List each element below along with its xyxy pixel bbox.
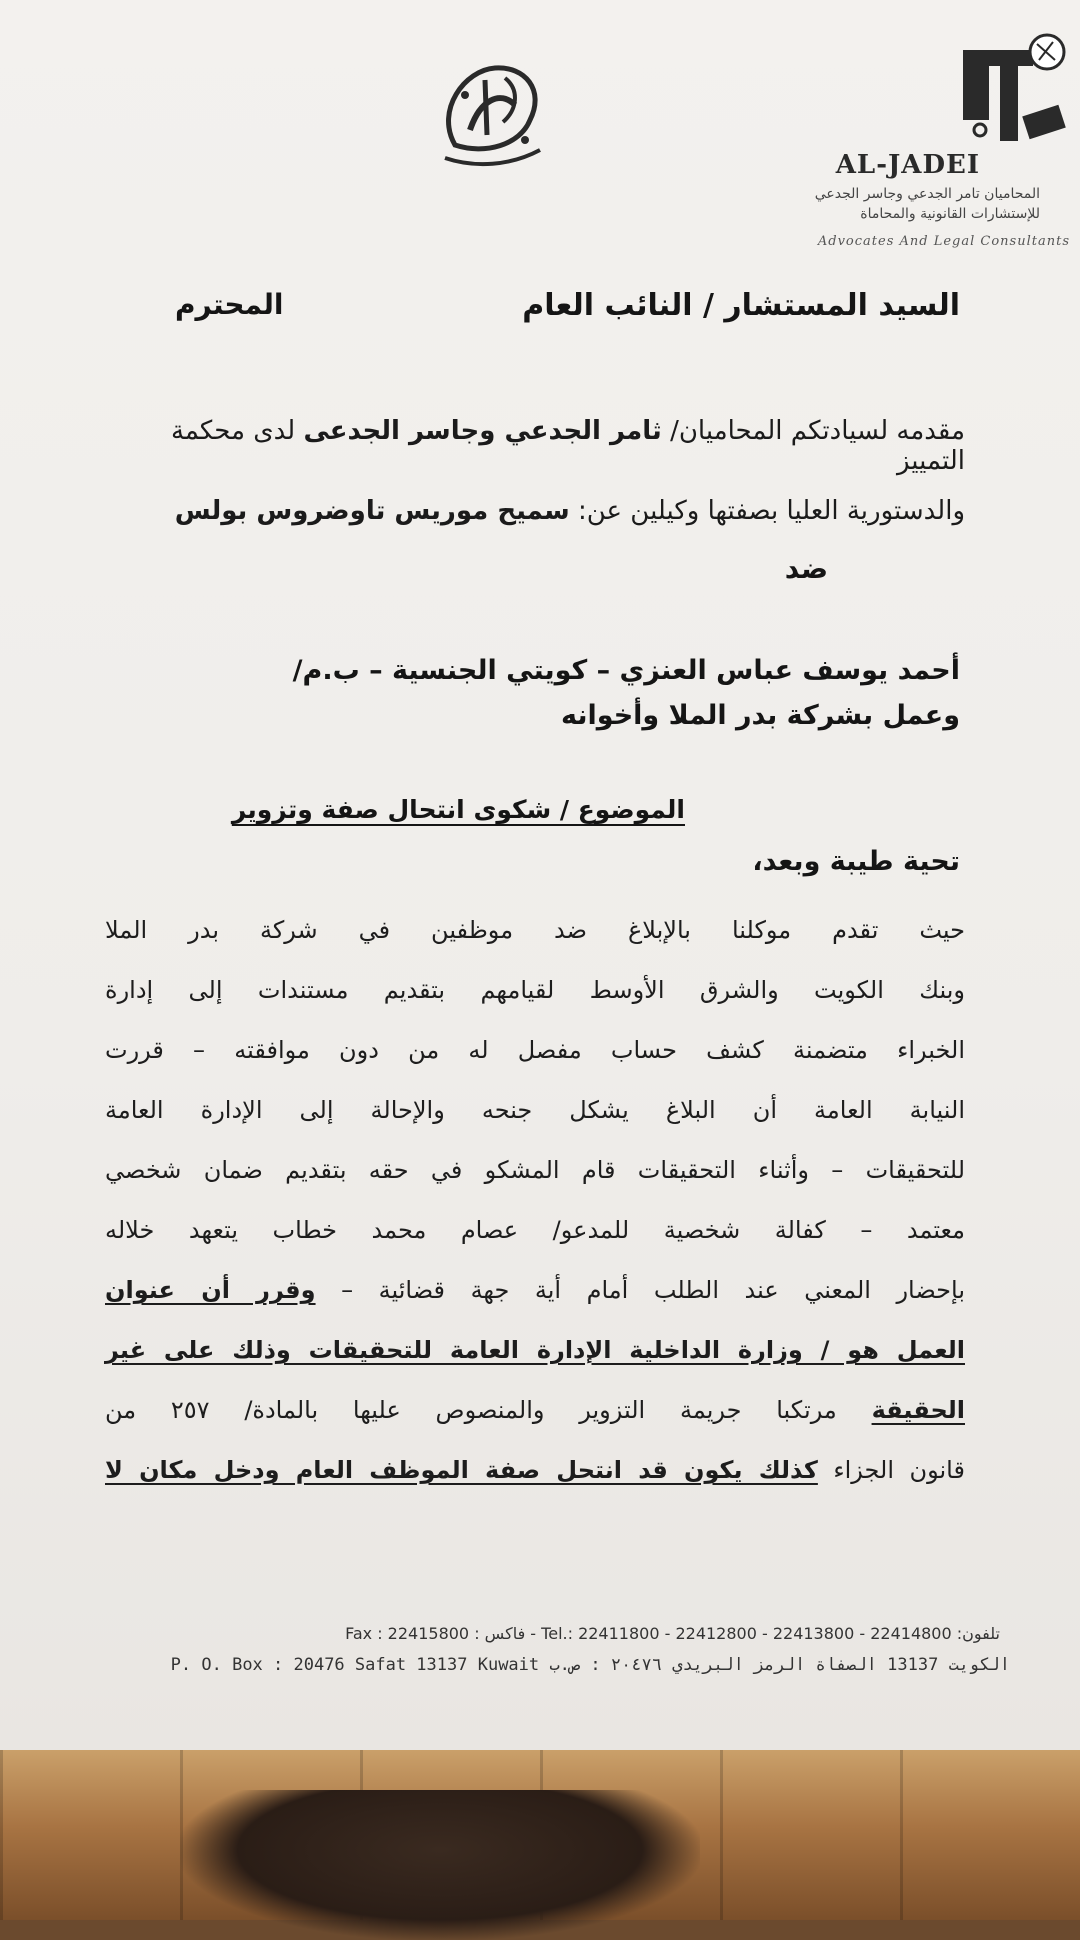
addressee-respect: المحترم: [175, 288, 284, 321]
against-label: ضد: [784, 552, 828, 585]
client-name: سميح موريس تاوضروس بولس: [174, 496, 570, 526]
body-line-9: [105, 1395, 965, 1425]
footer-address: P. O. Box : 20476 Safat 13137 Kuwait الكويت 13137 الصفاة الرمز البريدي ٢٠٤٧٦ : ص.ب: [170, 1655, 1010, 1675]
firm-name: AL-JADEI: [835, 150, 980, 180]
footer-contact: Fax : 22415800 : فاكس - Tel.: 22411800 - 22412800 - 22413800 - 22414800 :تلفون: [345, 1624, 1000, 1643]
shoe-shadow: [180, 1790, 700, 1940]
body-line-9-emphasis: الحقيقة: [871, 1396, 965, 1424]
subject-line: الموضوع / شكوى انتحال صفة وتزوير: [231, 795, 685, 824]
intro-line-2: [95, 496, 965, 526]
body-line-10-text: قانون الجزاء: [833, 1456, 965, 1484]
body-line-6: معتمد – كفالة شخصية للمدعو/ عصام محمد خطاب يتعهد خلاله: [105, 1216, 965, 1244]
firm-mark-logo: [955, 30, 1070, 150]
body-line-2: وبنك الكويت والشرق الأوسط لقيامهم بتقديم مستندات إلى إدارة: [105, 976, 965, 1004]
intro-line-1: [95, 416, 965, 476]
body-line-7-text: بإحضار المعني عند الطلب أمام أية جهة قضائية –: [341, 1276, 966, 1304]
calligraphy-logo: [425, 50, 555, 170]
body-line-5: للتحقيقات – وأثناء التحقيقات قام المشكو في حقه بتقديم ضمان شخصي: [105, 1156, 965, 1184]
body-line-7-emphasis: وقرر أن عنوان: [105, 1276, 316, 1304]
intro-capacity: والدستورية العليا بصفتها وكيلين عن:: [577, 496, 965, 526]
firm-services-line: للإستشارات القانونية والمحاماة: [860, 206, 1040, 222]
body-line-8: العمل هو / وزارة الداخلية الإدارة العامة للتحقيقات وذلك على غير: [105, 1336, 965, 1364]
greeting: تحية طيبة وبعد،: [752, 846, 960, 877]
intro-court: لدى محكمة التمييز: [170, 416, 965, 476]
lawyer-names: ثامر الجدعي وجاسر الجدعى: [303, 416, 662, 446]
body-line-9-text: مرتكبا جريمة التزوير والمنصوص عليها بالمادة/ ٢٥٧ من: [105, 1396, 837, 1424]
body-line-7: [105, 1275, 965, 1305]
body-line-3: الخبراء متضمنة كشف حساب مفصل له من دون موافقته – قررت: [105, 1036, 965, 1064]
firm-lawyers-line: المحاميان تامر الجدعي وجاسر الجدعي: [814, 186, 1040, 202]
body-line-1: حيث تقدم موكلنا بالإبلاغ ضد موظفين في شركة بدر الملا: [105, 916, 965, 944]
body-line-10-emphasis: كذلك يكون قد انتحل صفة الموظف العام ودخل مكان لا: [105, 1456, 818, 1484]
firm-tagline: Advocates And Legal Consultants: [817, 234, 1070, 249]
addressee-title: السيد المستشار / النائب العام: [522, 288, 960, 323]
body-line-10: [105, 1455, 965, 1485]
body-line-4: النيابة العامة أن البلاغ يشكل جنحه والإحالة إلى الإدارة العامة: [105, 1096, 965, 1124]
intro-prefix: مقدمه لسيادتكم المحاميان/: [670, 416, 965, 446]
defendant-name: أحمد يوسف عباس العنزي – كويتي الجنسية – ب.م/: [292, 655, 960, 686]
defendant-employer: وعمل بشركة بدر الملا وأخوانه: [561, 700, 960, 731]
